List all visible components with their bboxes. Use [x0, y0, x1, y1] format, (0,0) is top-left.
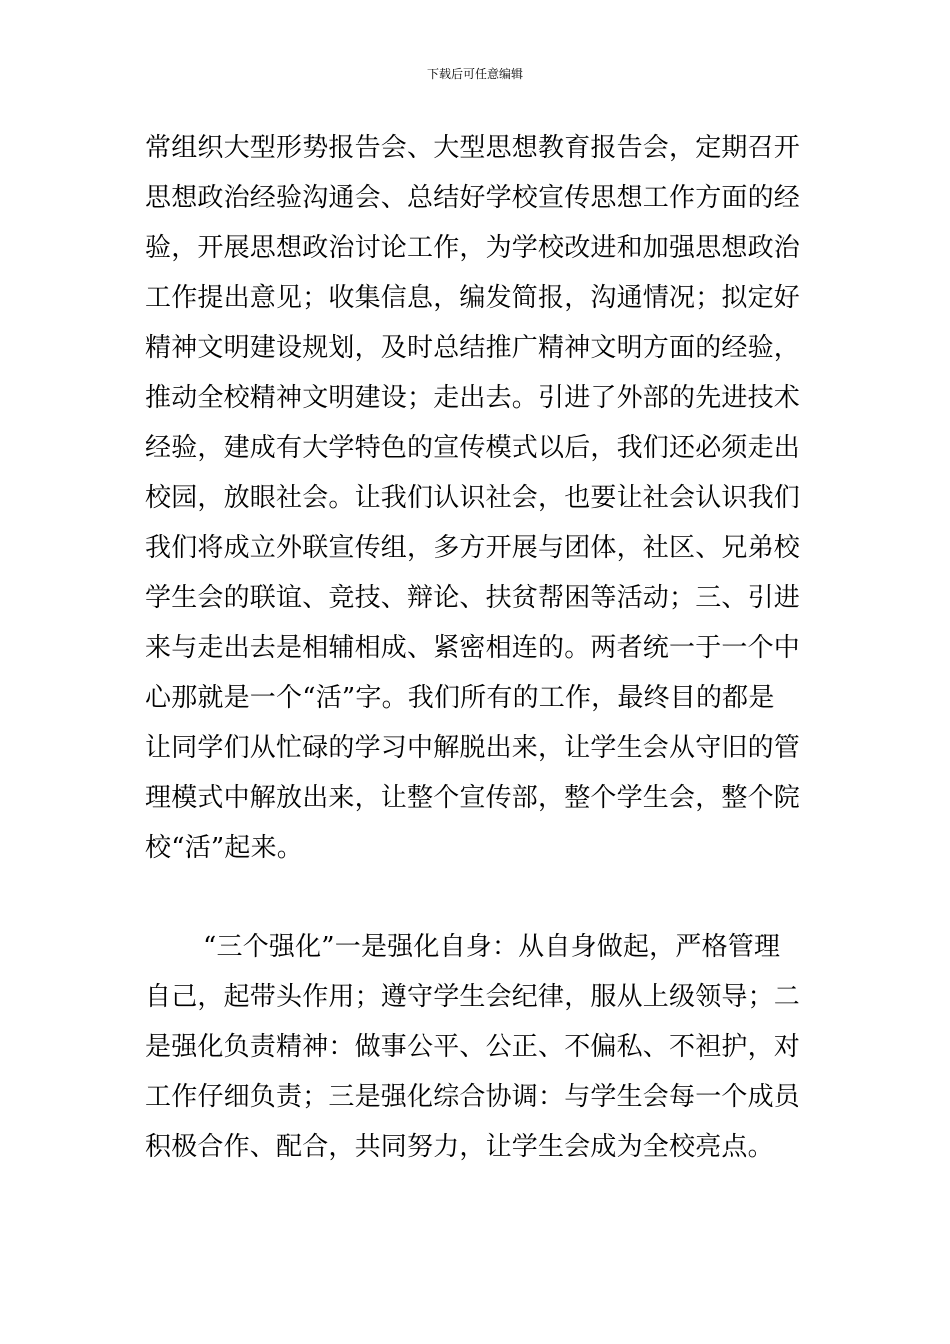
text-line: 学生会的联谊、竞技、辩论、扶贫帮困等活动；三、引进 [145, 583, 801, 613]
text-line: 自己，起带头作用；遵守学生会纪律，服从上级领导；二 [145, 982, 801, 1012]
text-line: 心那就是一个“活”字。我们所有的工作，最终目的都是 [145, 683, 775, 713]
text-line: 推动全校精神文明建设；走出去。引进了外部的先进技术 [145, 383, 801, 413]
text-line: 工作仔细负责；三是强化综合协调：与学生会每一个成员 [145, 1082, 801, 1112]
text-line: 思想政治经验沟通会、总结好学校宣传思想工作方面的经 [145, 183, 801, 213]
text-line: 理模式中解放出来，让整个宣传部，整个学生会，整个院 [145, 783, 801, 813]
text-line: 校园，放眼社会。让我们认识社会，也要让社会认识我们 [145, 483, 801, 513]
text-line: 工作提出意见；收集信息，编发简报，沟通情况；拟定好 [145, 283, 801, 313]
text-line: 是强化负责精神：做事公平、公正、不偏私、不袒护，对 [145, 1032, 801, 1062]
text-line: “三个强化”一是强化自身：从自身做起，严格管理 [203, 932, 781, 962]
paragraph-2 [145, 922, 805, 1172]
text-line: 积极合作、配合，共同努力，让学生会成为全校亮点。 [145, 1132, 774, 1162]
text-line: 我们将成立外联宣传组，多方开展与团体，社区、兄弟校 [145, 533, 801, 563]
text-line: 常组织大型形势报告会、大型思想教育报告会，定期召开 [145, 133, 801, 163]
text-line: 验，开展思想政治讨论工作，为学校改进和加强思想政治 [145, 233, 801, 263]
text-line: 经验，建成有大学特色的宣传模式以后，我们还必须走出 [145, 433, 801, 463]
text-line: 校“活”起来。 [145, 833, 303, 863]
text-line: 来与走出去是相辅相成、紧密相连的。两者统一于一个中 [145, 633, 801, 663]
paragraph-1 [145, 123, 805, 873]
text-line: 精神文明建设规划，及时总结推广精神文明方面的经验， [145, 333, 801, 363]
text-line: 让同学们从忙碌的学习中解脱出来，让学生会从守旧的管 [145, 733, 801, 763]
header-note: 下载后可任意编辑 [426, 67, 523, 81]
